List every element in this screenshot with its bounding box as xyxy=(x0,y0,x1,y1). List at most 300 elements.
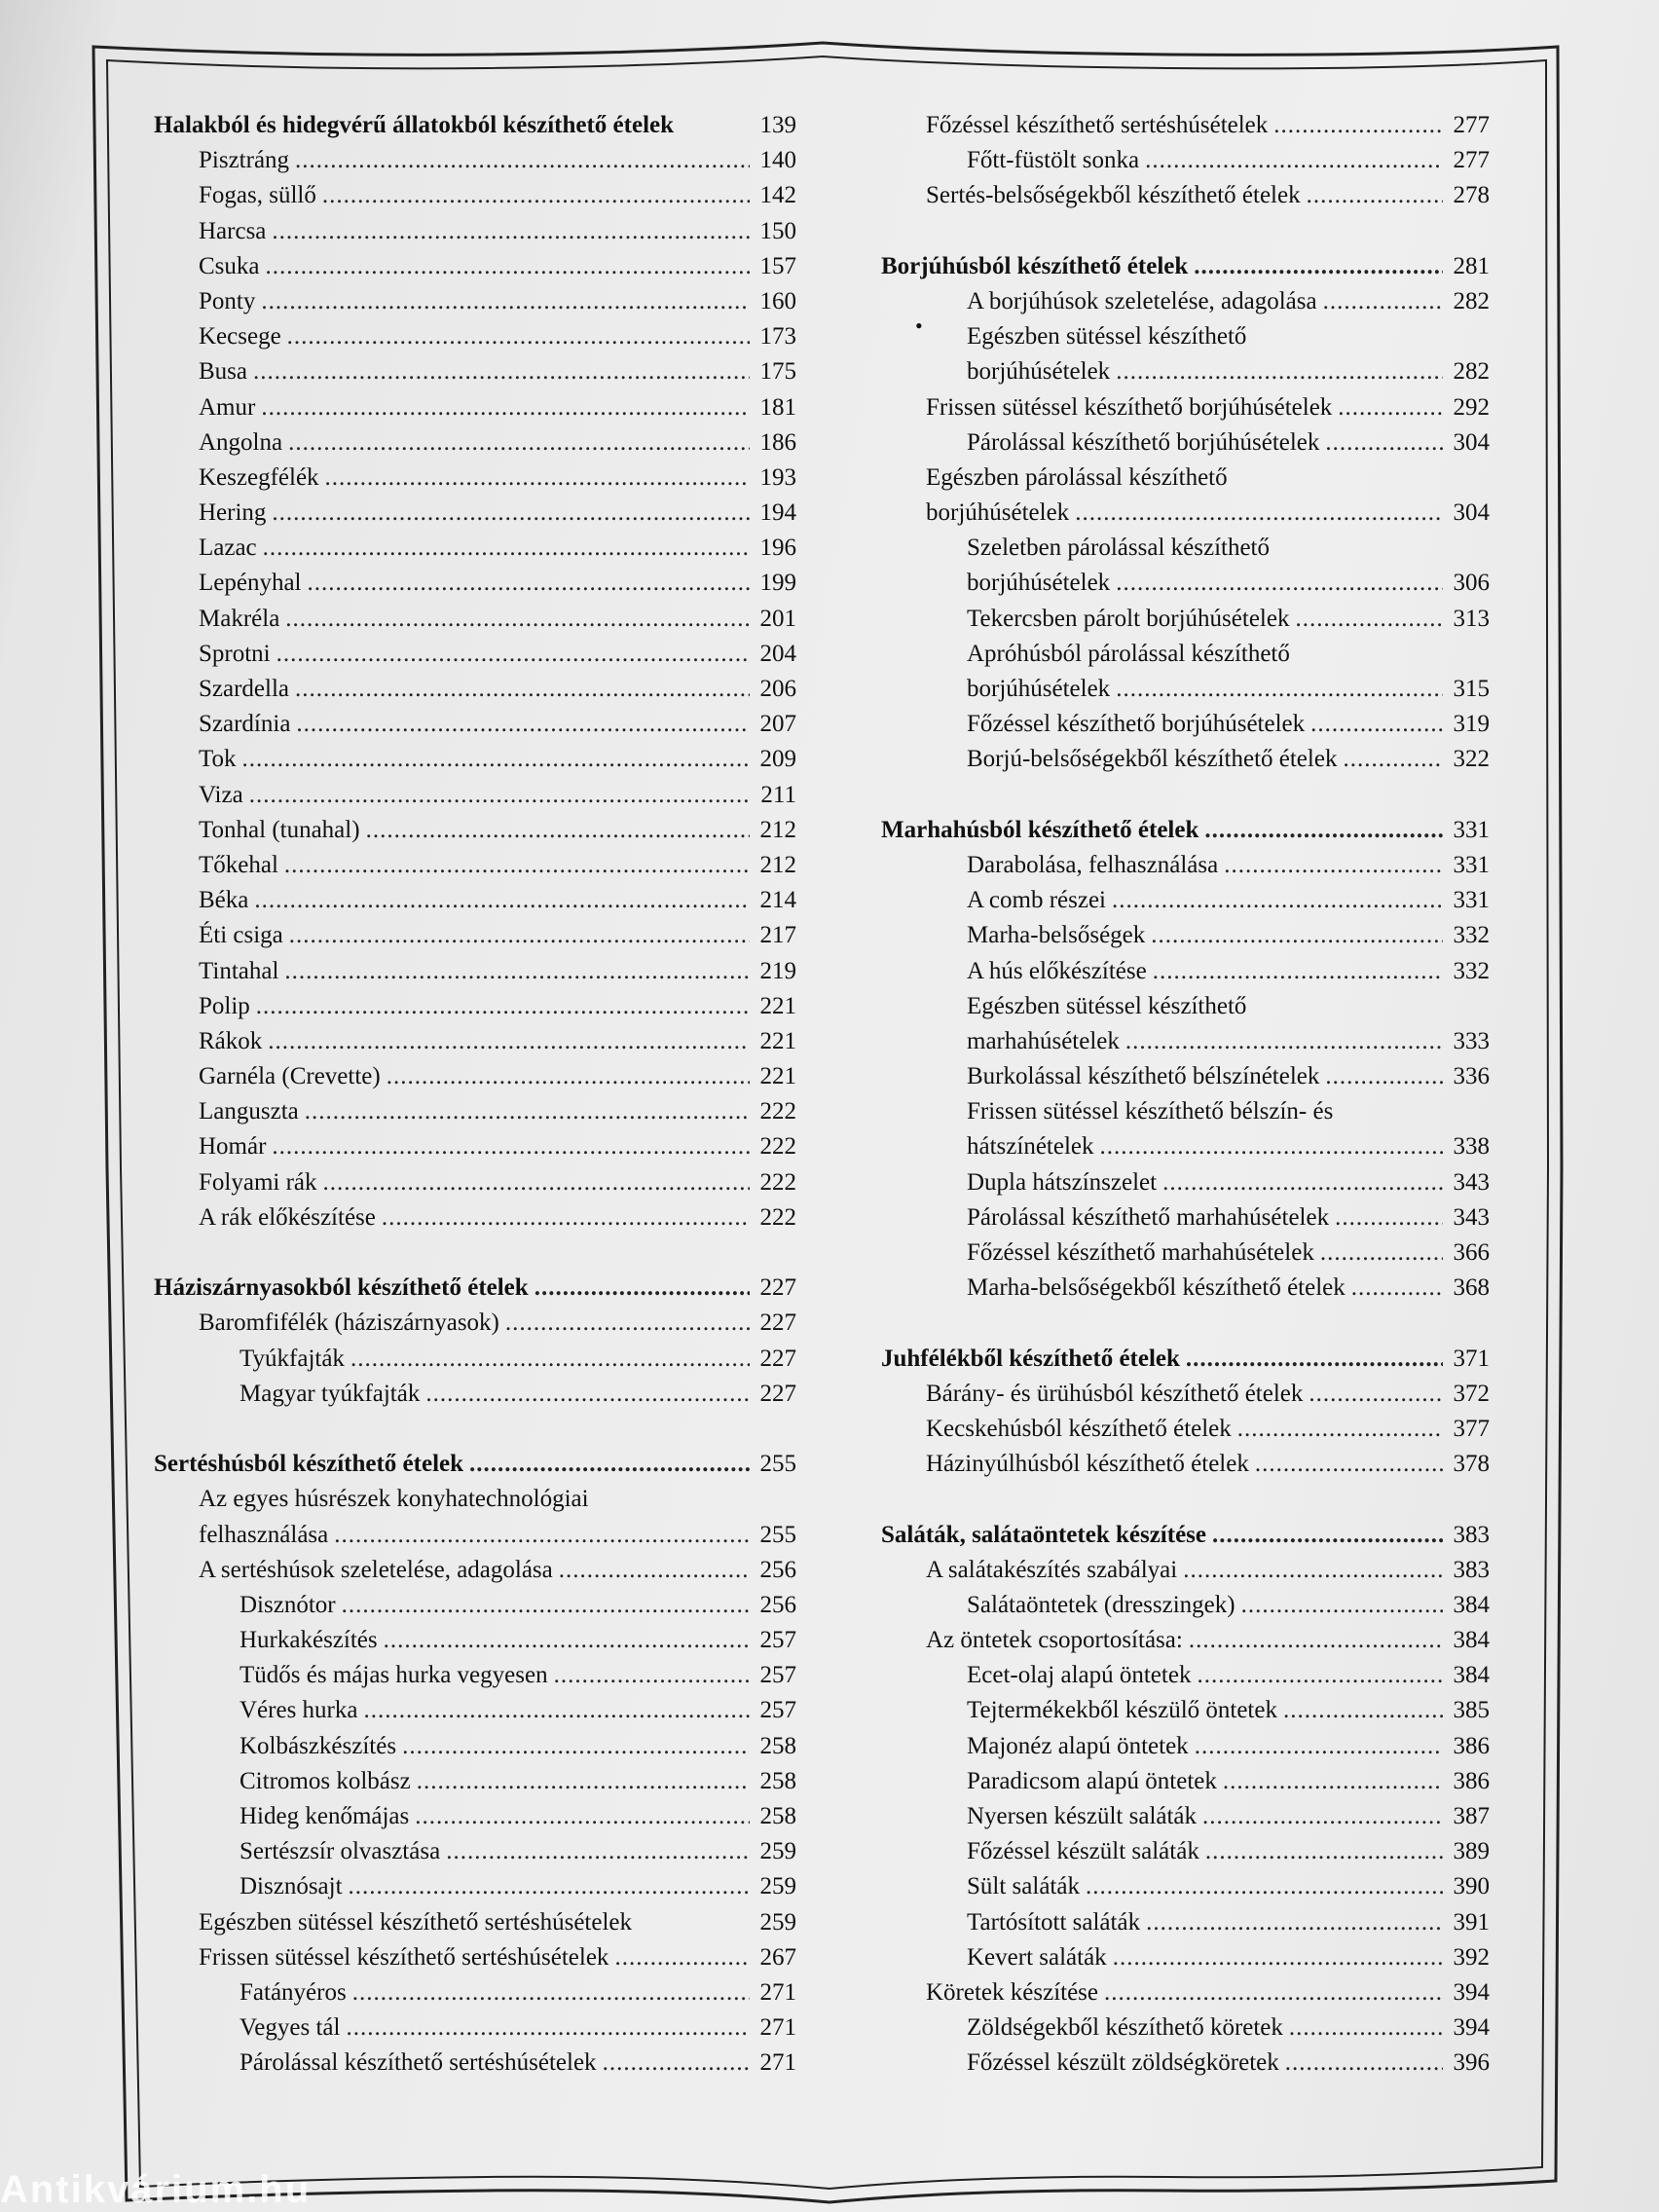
dot-leader xyxy=(1195,1729,1443,1764)
toc-page-number: 227 xyxy=(759,1380,796,1407)
dot-leader xyxy=(1104,1975,1443,2010)
toc-page-number: 222 xyxy=(759,1203,796,1231)
toc-entry-title: Főzéssel készült saláták xyxy=(967,1838,1199,1865)
dot-leader xyxy=(268,1024,750,1059)
section-gap xyxy=(154,1235,796,1271)
toc-entry xyxy=(154,178,796,213)
dot-leader xyxy=(1212,1518,1443,1553)
toc-entry xyxy=(881,1588,1490,1623)
toc-entry xyxy=(881,1377,1490,1412)
toc-page-number: 255 xyxy=(759,1521,796,1548)
dot-leader xyxy=(1283,1693,1443,1728)
toc-page-number: 214 xyxy=(759,887,796,914)
dot-leader xyxy=(1323,284,1443,319)
toc-entry-title: borjúhúsételek xyxy=(967,676,1111,702)
toc-page-number: 258 xyxy=(759,1732,796,1759)
toc-entry xyxy=(154,1869,796,1904)
toc-entry xyxy=(154,2046,796,2081)
dot-leader xyxy=(1183,1553,1443,1588)
dot-leader xyxy=(254,883,750,918)
dot-leader xyxy=(446,1834,750,1869)
toc-entry-title: Tok xyxy=(199,746,237,773)
dot-leader xyxy=(287,319,750,354)
toc-entry xyxy=(881,496,1490,531)
toc-entry-title: Párolással készíthető sertéshúsételek xyxy=(240,2049,597,2077)
toc-entry xyxy=(881,425,1490,461)
toc-page-number: 227 xyxy=(759,1309,796,1337)
toc-page-number: 372 xyxy=(1453,1380,1490,1407)
toc-entry-title: Főzéssel készült zöldségköretek xyxy=(967,2049,1279,2077)
toc-entry-title: Citromos kolbász xyxy=(240,1767,411,1794)
toc-page-number: 150 xyxy=(759,217,796,244)
toc-entry-title: Amur xyxy=(199,393,256,421)
dot-leader xyxy=(261,284,750,319)
toc-entry-title: Juhfélékből készíthető ételek xyxy=(881,1345,1180,1372)
dot-leader xyxy=(1075,496,1443,531)
toc-page-number: 338 xyxy=(1453,1133,1490,1161)
toc-entry xyxy=(154,1482,796,1517)
toc-entry-title: Egészben sütéssel készíthető xyxy=(967,992,1247,1019)
toc-entry-title: Salátaöntetek (dresszingek) xyxy=(967,1591,1235,1618)
toc-entry-title: Kecskehúsból készíthető ételek xyxy=(926,1415,1232,1442)
toc-entry xyxy=(154,989,796,1024)
toc-entry-title: Marhahúsból készíthető ételek xyxy=(881,816,1199,843)
section-gap xyxy=(881,1306,1490,1341)
toc-entry-title: Frissen sütéssel készíthető bélszín- és xyxy=(967,1098,1334,1125)
toc-page-number: 371 xyxy=(1453,1345,1490,1372)
dot-leader xyxy=(384,1623,750,1658)
toc-entry xyxy=(154,1094,796,1129)
toc-page-number: 331 xyxy=(1453,887,1490,914)
toc-page-number: 281 xyxy=(1453,252,1490,279)
toc-page-number: 257 xyxy=(759,1627,796,1654)
toc-page-number: 306 xyxy=(1453,570,1490,597)
dot-leader xyxy=(1204,813,1443,848)
dot-leader xyxy=(1325,1059,1443,1094)
toc-entry-title: A hús előkészítése xyxy=(967,957,1147,984)
dot-leader xyxy=(256,989,750,1024)
toc-entry xyxy=(881,1129,1490,1164)
toc-entry xyxy=(881,178,1490,213)
dot-leader xyxy=(350,1342,750,1377)
toc-entry-title: Lepényhal xyxy=(199,570,302,597)
toc-page-number: 227 xyxy=(759,1345,796,1372)
toc-entry-title: borjúhúsételek xyxy=(967,358,1111,386)
toc-entry-title: Zöldségekből készíthető köretek xyxy=(967,2014,1283,2042)
dot-leader xyxy=(1273,108,1443,143)
toc-entry xyxy=(881,1905,1490,1940)
toc-page-number: 343 xyxy=(1453,1203,1490,1231)
toc-entry xyxy=(154,1342,796,1377)
toc-page-number: 394 xyxy=(1453,2014,1490,2042)
toc-entry xyxy=(881,602,1490,637)
toc-entry xyxy=(154,1623,796,1658)
dot-leader xyxy=(1310,707,1443,742)
toc-entry xyxy=(154,1693,796,1728)
toc-section-heading xyxy=(154,1271,796,1306)
dot-leader xyxy=(1343,742,1443,777)
dot-leader xyxy=(1151,918,1443,953)
dot-leader xyxy=(1289,2010,1443,2046)
toc-entry-title: Borjú-belsőségekből készíthető ételek xyxy=(967,746,1338,773)
toc-entry-title: A salátakészítés szabályai xyxy=(926,1556,1178,1583)
toc-entry xyxy=(881,1165,1490,1200)
dot-leader xyxy=(1112,883,1443,918)
dot-leader xyxy=(308,566,750,601)
toc-entry-title: Languszta xyxy=(199,1098,299,1125)
toc-page-number: 319 xyxy=(1453,711,1490,738)
toc-entry-title: Magyar tyúkfajták xyxy=(240,1380,421,1407)
toc-entry-title: Borjúhúsból készíthető ételek xyxy=(881,252,1189,279)
toc-page-number: 387 xyxy=(1453,1803,1490,1829)
toc-entry xyxy=(881,1975,1490,2010)
toc-page-number: 383 xyxy=(1453,1556,1490,1583)
toc-entry xyxy=(154,1306,796,1341)
toc-entry-title: Köretek készítése xyxy=(926,1978,1099,2006)
toc-page-number: 217 xyxy=(759,922,796,949)
dot-leader xyxy=(415,1799,750,1834)
toc-entry xyxy=(154,2010,796,2046)
toc-entry-title: Véres hurka xyxy=(240,1697,358,1724)
dot-leader xyxy=(284,954,750,989)
toc-page-number: 221 xyxy=(759,992,796,1019)
toc-entry xyxy=(881,1729,1490,1764)
toc-entry-title: Lazac xyxy=(199,535,257,562)
dot-leader xyxy=(1237,1412,1443,1447)
dot-leader xyxy=(1202,1799,1443,1834)
toc-entry xyxy=(154,1905,796,1940)
toc-entry xyxy=(881,1024,1490,1059)
toc-entry xyxy=(154,461,796,496)
toc-page-number: 313 xyxy=(1453,605,1490,632)
toc-page-number: 386 xyxy=(1453,1732,1490,1759)
dot-leader xyxy=(1285,2046,1443,2081)
dot-leader xyxy=(284,848,750,883)
dot-leader xyxy=(295,672,750,707)
dot-leader xyxy=(469,1447,750,1482)
toc-page-number: 186 xyxy=(759,428,796,456)
dot-leader xyxy=(322,178,750,213)
toc-page-number: 331 xyxy=(1453,851,1490,878)
dot-leader xyxy=(323,1165,750,1200)
dot-leader xyxy=(554,1658,750,1693)
dot-leader xyxy=(1335,1200,1443,1235)
toc-section-heading xyxy=(881,1518,1490,1553)
dot-leader xyxy=(1241,1588,1443,1623)
toc-entry-title: Főzéssel készíthető marhahúsételek xyxy=(967,1239,1314,1266)
dot-leader xyxy=(402,1729,750,1764)
toc-page-number: 331 xyxy=(1453,816,1490,843)
dot-leader xyxy=(1307,178,1443,213)
toc-entry-title: Tejtermékekből készülő öntetek xyxy=(967,1697,1277,1724)
toc-entry xyxy=(881,566,1490,601)
dot-leader xyxy=(295,143,750,178)
dot-leader xyxy=(276,637,750,672)
toc-entry xyxy=(154,918,796,953)
toc-page-number: 160 xyxy=(759,287,796,314)
dot-leader xyxy=(603,2046,750,2081)
dot-leader xyxy=(1194,249,1443,284)
dot-leader xyxy=(1205,1834,1443,1869)
toc-entry xyxy=(881,954,1490,989)
toc-page-number: 304 xyxy=(1453,499,1490,527)
toc-page-number: 267 xyxy=(759,1943,796,1971)
section-gap xyxy=(881,214,1490,249)
dot-leader xyxy=(559,1553,750,1588)
toc-entry-title: Marha-belsőségekből készíthető ételek xyxy=(967,1274,1346,1302)
toc-entry-title: Főtt-füstölt sonka xyxy=(967,147,1140,174)
toc-entry xyxy=(881,637,1490,672)
dot-leader xyxy=(1153,954,1443,989)
toc-page-number: 194 xyxy=(759,499,796,527)
toc-entry-title: Éti csiga xyxy=(199,922,283,949)
dot-leader xyxy=(1325,425,1443,461)
toc-page-number: 157 xyxy=(759,252,796,279)
toc-entry-title: Viza xyxy=(199,781,243,808)
toc-entry xyxy=(881,1235,1490,1271)
dot-leader xyxy=(249,778,750,813)
toc-entry-title: Halakból és hidegvérű állatokból készíthető ételek xyxy=(154,112,675,138)
toc-entry-title: Tyúkfajták xyxy=(240,1345,345,1372)
dot-leader xyxy=(387,1059,750,1094)
dot-leader xyxy=(305,1094,750,1129)
dot-leader xyxy=(263,531,750,566)
toc-page-number: 221 xyxy=(759,1027,796,1054)
toc-entry-title: Bárány- és ürühúsból készíthető ételek xyxy=(926,1380,1304,1407)
toc-entry xyxy=(881,108,1490,143)
toc-entry xyxy=(881,883,1490,918)
toc-page-number: 385 xyxy=(1453,1697,1490,1724)
toc-page-number: 259 xyxy=(759,1908,796,1936)
dot-leader xyxy=(1338,390,1443,425)
toc-entry xyxy=(154,1518,796,1553)
toc-entry-title: Angolna xyxy=(199,428,283,456)
toc-page-number: 282 xyxy=(1453,287,1490,314)
toc-entry-title: Hering xyxy=(199,499,267,527)
toc-entry xyxy=(881,531,1490,566)
toc-page-number: 378 xyxy=(1453,1451,1490,1478)
toc-entry xyxy=(881,1271,1490,1306)
toc-entry-title: Főzéssel készíthető sertéshúsételek xyxy=(926,112,1269,138)
toc-entry-title: Paradicsom alapú öntetek xyxy=(967,1767,1217,1794)
toc-entry xyxy=(154,1764,796,1799)
toc-page-number: 199 xyxy=(759,570,796,597)
toc-entry xyxy=(881,1094,1490,1129)
toc-entry xyxy=(154,284,796,319)
toc-entry xyxy=(154,1165,796,1200)
toc-page-number: 368 xyxy=(1453,1274,1490,1302)
dot-leader xyxy=(1116,566,1443,601)
toc-entry-title: Főzéssel készíthető borjúhúsételek xyxy=(967,711,1306,738)
toc-entry-title: Disznósajt xyxy=(240,1873,343,1900)
toc-page-number: 336 xyxy=(1453,1063,1490,1090)
toc-page-number: 256 xyxy=(759,1591,796,1618)
dot-leader xyxy=(242,742,750,777)
toc-entry xyxy=(154,778,796,813)
toc-page-number: 384 xyxy=(1453,1627,1490,1654)
toc-page-number: 332 xyxy=(1453,922,1490,949)
toc-entry-title: A rák előkészítése xyxy=(199,1203,376,1231)
toc-right-column xyxy=(881,108,1490,2082)
toc-entry-title: A borjúhúsok szeletelése, adagolása xyxy=(967,287,1317,314)
toc-page-number: 394 xyxy=(1453,1978,1490,2006)
toc-page-number: 175 xyxy=(759,358,796,386)
toc-entry xyxy=(154,1799,796,1834)
toc-page-number: 271 xyxy=(759,2049,796,2077)
toc-entry xyxy=(154,707,796,742)
toc-entry xyxy=(881,390,1490,425)
dot-leader xyxy=(1224,848,1443,883)
toc-entry xyxy=(881,989,1490,1024)
toc-entry xyxy=(881,707,1490,742)
dot-leader xyxy=(1116,672,1443,707)
toc-page-number: 201 xyxy=(759,605,796,632)
toc-entry xyxy=(881,742,1490,777)
dot-leader xyxy=(1197,1658,1443,1693)
toc-entry-title: felhasználása xyxy=(199,1521,329,1548)
toc-entry xyxy=(154,390,796,425)
toc-entry xyxy=(154,1588,796,1623)
toc-section-heading xyxy=(881,249,1490,284)
toc-entry-title: Háziszárnyasokból készíthető ételek xyxy=(154,1274,529,1302)
toc-entry xyxy=(154,1658,796,1693)
dot-leader xyxy=(288,425,750,461)
dot-leader xyxy=(1223,1764,1443,1799)
toc-entry-title: Az öntetek csoportosítása: xyxy=(926,1627,1183,1654)
toc-entry-title: borjúhúsételek xyxy=(967,570,1111,597)
toc-page-number: 366 xyxy=(1453,1239,1490,1266)
dot-leader xyxy=(425,1377,750,1412)
dot-leader xyxy=(334,1518,750,1553)
toc-page-number: 333 xyxy=(1453,1027,1490,1054)
toc-entry xyxy=(154,602,796,637)
toc-entry xyxy=(154,1729,796,1764)
toc-entry xyxy=(154,1940,796,1975)
toc-entry-title: Sült saláták xyxy=(967,1873,1080,1900)
ink-spot: • xyxy=(915,313,923,338)
toc-entry-title: Majonéz alapú öntetek xyxy=(967,1732,1189,1759)
toc-entry-title: Frissen sütéssel készíthető sertéshúsételek xyxy=(199,1943,609,1971)
toc-entry-title: Harcsa xyxy=(199,217,267,244)
dot-leader xyxy=(1295,602,1443,637)
toc-page-number: 181 xyxy=(759,393,796,421)
toc-entry xyxy=(881,319,1490,354)
toc-page-number: 140 xyxy=(759,147,796,174)
dot-leader xyxy=(614,1940,750,1975)
toc-entry xyxy=(154,214,796,249)
toc-entry xyxy=(154,249,796,284)
toc-entry-title: Egészben sütéssel készíthető xyxy=(967,323,1247,350)
dot-leader xyxy=(535,1271,750,1306)
toc-entry-title: Sertéshúsból készíthető ételek xyxy=(154,1451,464,1478)
toc-entry-title: Szeletben párolással készíthető xyxy=(967,535,1270,562)
toc-entry xyxy=(154,1200,796,1235)
toc-page-number: 390 xyxy=(1453,1873,1490,1900)
toc-page-number: 386 xyxy=(1453,1767,1490,1794)
toc-entry-title: Kevert saláták xyxy=(967,1943,1107,1971)
toc-page-number: 257 xyxy=(759,1662,796,1689)
toc-section-heading xyxy=(881,813,1490,848)
toc-entry xyxy=(881,461,1490,496)
toc-entry xyxy=(154,1024,796,1059)
toc-entry xyxy=(154,531,796,566)
toc-page-number: 256 xyxy=(759,1556,796,1583)
toc-entry xyxy=(881,284,1490,319)
toc-entry xyxy=(881,1412,1490,1447)
toc-page-number: 212 xyxy=(759,816,796,843)
toc-page-number: 219 xyxy=(759,957,796,984)
toc-entry xyxy=(154,1834,796,1869)
toc-entry-title: Sertészsír olvasztása xyxy=(240,1838,441,1865)
toc-page-number: 222 xyxy=(759,1098,796,1125)
toc-page-number: 384 xyxy=(1453,1591,1490,1618)
toc-entry xyxy=(154,954,796,989)
toc-entry xyxy=(881,1834,1490,1869)
toc-entry xyxy=(154,566,796,601)
toc-page-number: 377 xyxy=(1453,1415,1490,1442)
toc-entry-title: Saláták, salátaöntetek készítése xyxy=(881,1521,1206,1548)
toc-page-number: 209 xyxy=(759,746,796,773)
toc-entry-title: Kecsege xyxy=(199,323,281,350)
toc-entry-title: Tartósított saláták xyxy=(967,1908,1141,1936)
toc-entry-title: hátszínételek xyxy=(967,1133,1094,1161)
toc-entry-title: A sertéshúsok szeletelése, adagolása xyxy=(199,1556,553,1583)
toc-page-number: 315 xyxy=(1453,676,1490,702)
dot-leader xyxy=(349,1869,750,1904)
toc-entry xyxy=(881,2046,1490,2081)
toc-entry-title: Az egyes húsrészek konyhatechnológiai xyxy=(199,1486,589,1513)
toc-entry xyxy=(154,1059,796,1094)
toc-entry-title: Hideg kenőmájas xyxy=(240,1803,410,1829)
toc-entry-title: Makréla xyxy=(199,605,280,632)
toc-page-number: 304 xyxy=(1453,428,1490,456)
toc-entry-title: Tekercsben párolt borjúhúsételek xyxy=(967,605,1290,632)
toc-entry-title: Egészben párolással készíthető xyxy=(926,463,1228,491)
toc-entry xyxy=(881,1658,1490,1693)
dot-leader xyxy=(1320,1235,1443,1271)
toc-page-number: 211 xyxy=(760,781,796,808)
toc-entry xyxy=(154,1129,796,1164)
toc-entry xyxy=(881,1799,1490,1834)
toc-section-heading xyxy=(154,1447,796,1482)
toc-entry-title: Sprotni xyxy=(199,640,271,667)
toc-entry xyxy=(881,143,1490,178)
dot-leader xyxy=(266,249,751,284)
toc-entry-title: marhahúsételek xyxy=(967,1027,1120,1054)
toc-entry xyxy=(881,1869,1490,1904)
toc-entry-title: Homár xyxy=(199,1133,267,1161)
toc-page-number: 142 xyxy=(759,182,796,209)
dot-leader xyxy=(1189,1623,1443,1658)
toc-entry xyxy=(881,1059,1490,1094)
toc-entry-title: Dupla hátszínszelet xyxy=(967,1168,1158,1196)
dot-leader xyxy=(1146,1905,1443,1940)
toc-entry-title: Ecet-olaj alapú öntetek xyxy=(967,1662,1192,1689)
toc-page-number: 258 xyxy=(759,1803,796,1829)
toc-entry-title: Tüdős és májas hurka vegyesen xyxy=(240,1662,548,1689)
toc-entry xyxy=(154,1975,796,2010)
toc-entry xyxy=(881,1764,1490,1799)
dot-leader xyxy=(1309,1377,1443,1412)
toc-entry-title: Tőkehal xyxy=(199,851,278,878)
toc-entry-title: Házinyúlhúsból készíthető ételek xyxy=(926,1451,1249,1478)
toc-page-number: 332 xyxy=(1453,957,1490,984)
toc-entry-title: borjúhúsételek xyxy=(926,499,1070,527)
toc-page-number: 278 xyxy=(1453,182,1490,209)
dot-leader xyxy=(1100,1129,1444,1164)
toc-entry xyxy=(154,637,796,672)
toc-entry-title: Nyersen készült saláták xyxy=(967,1803,1198,1829)
